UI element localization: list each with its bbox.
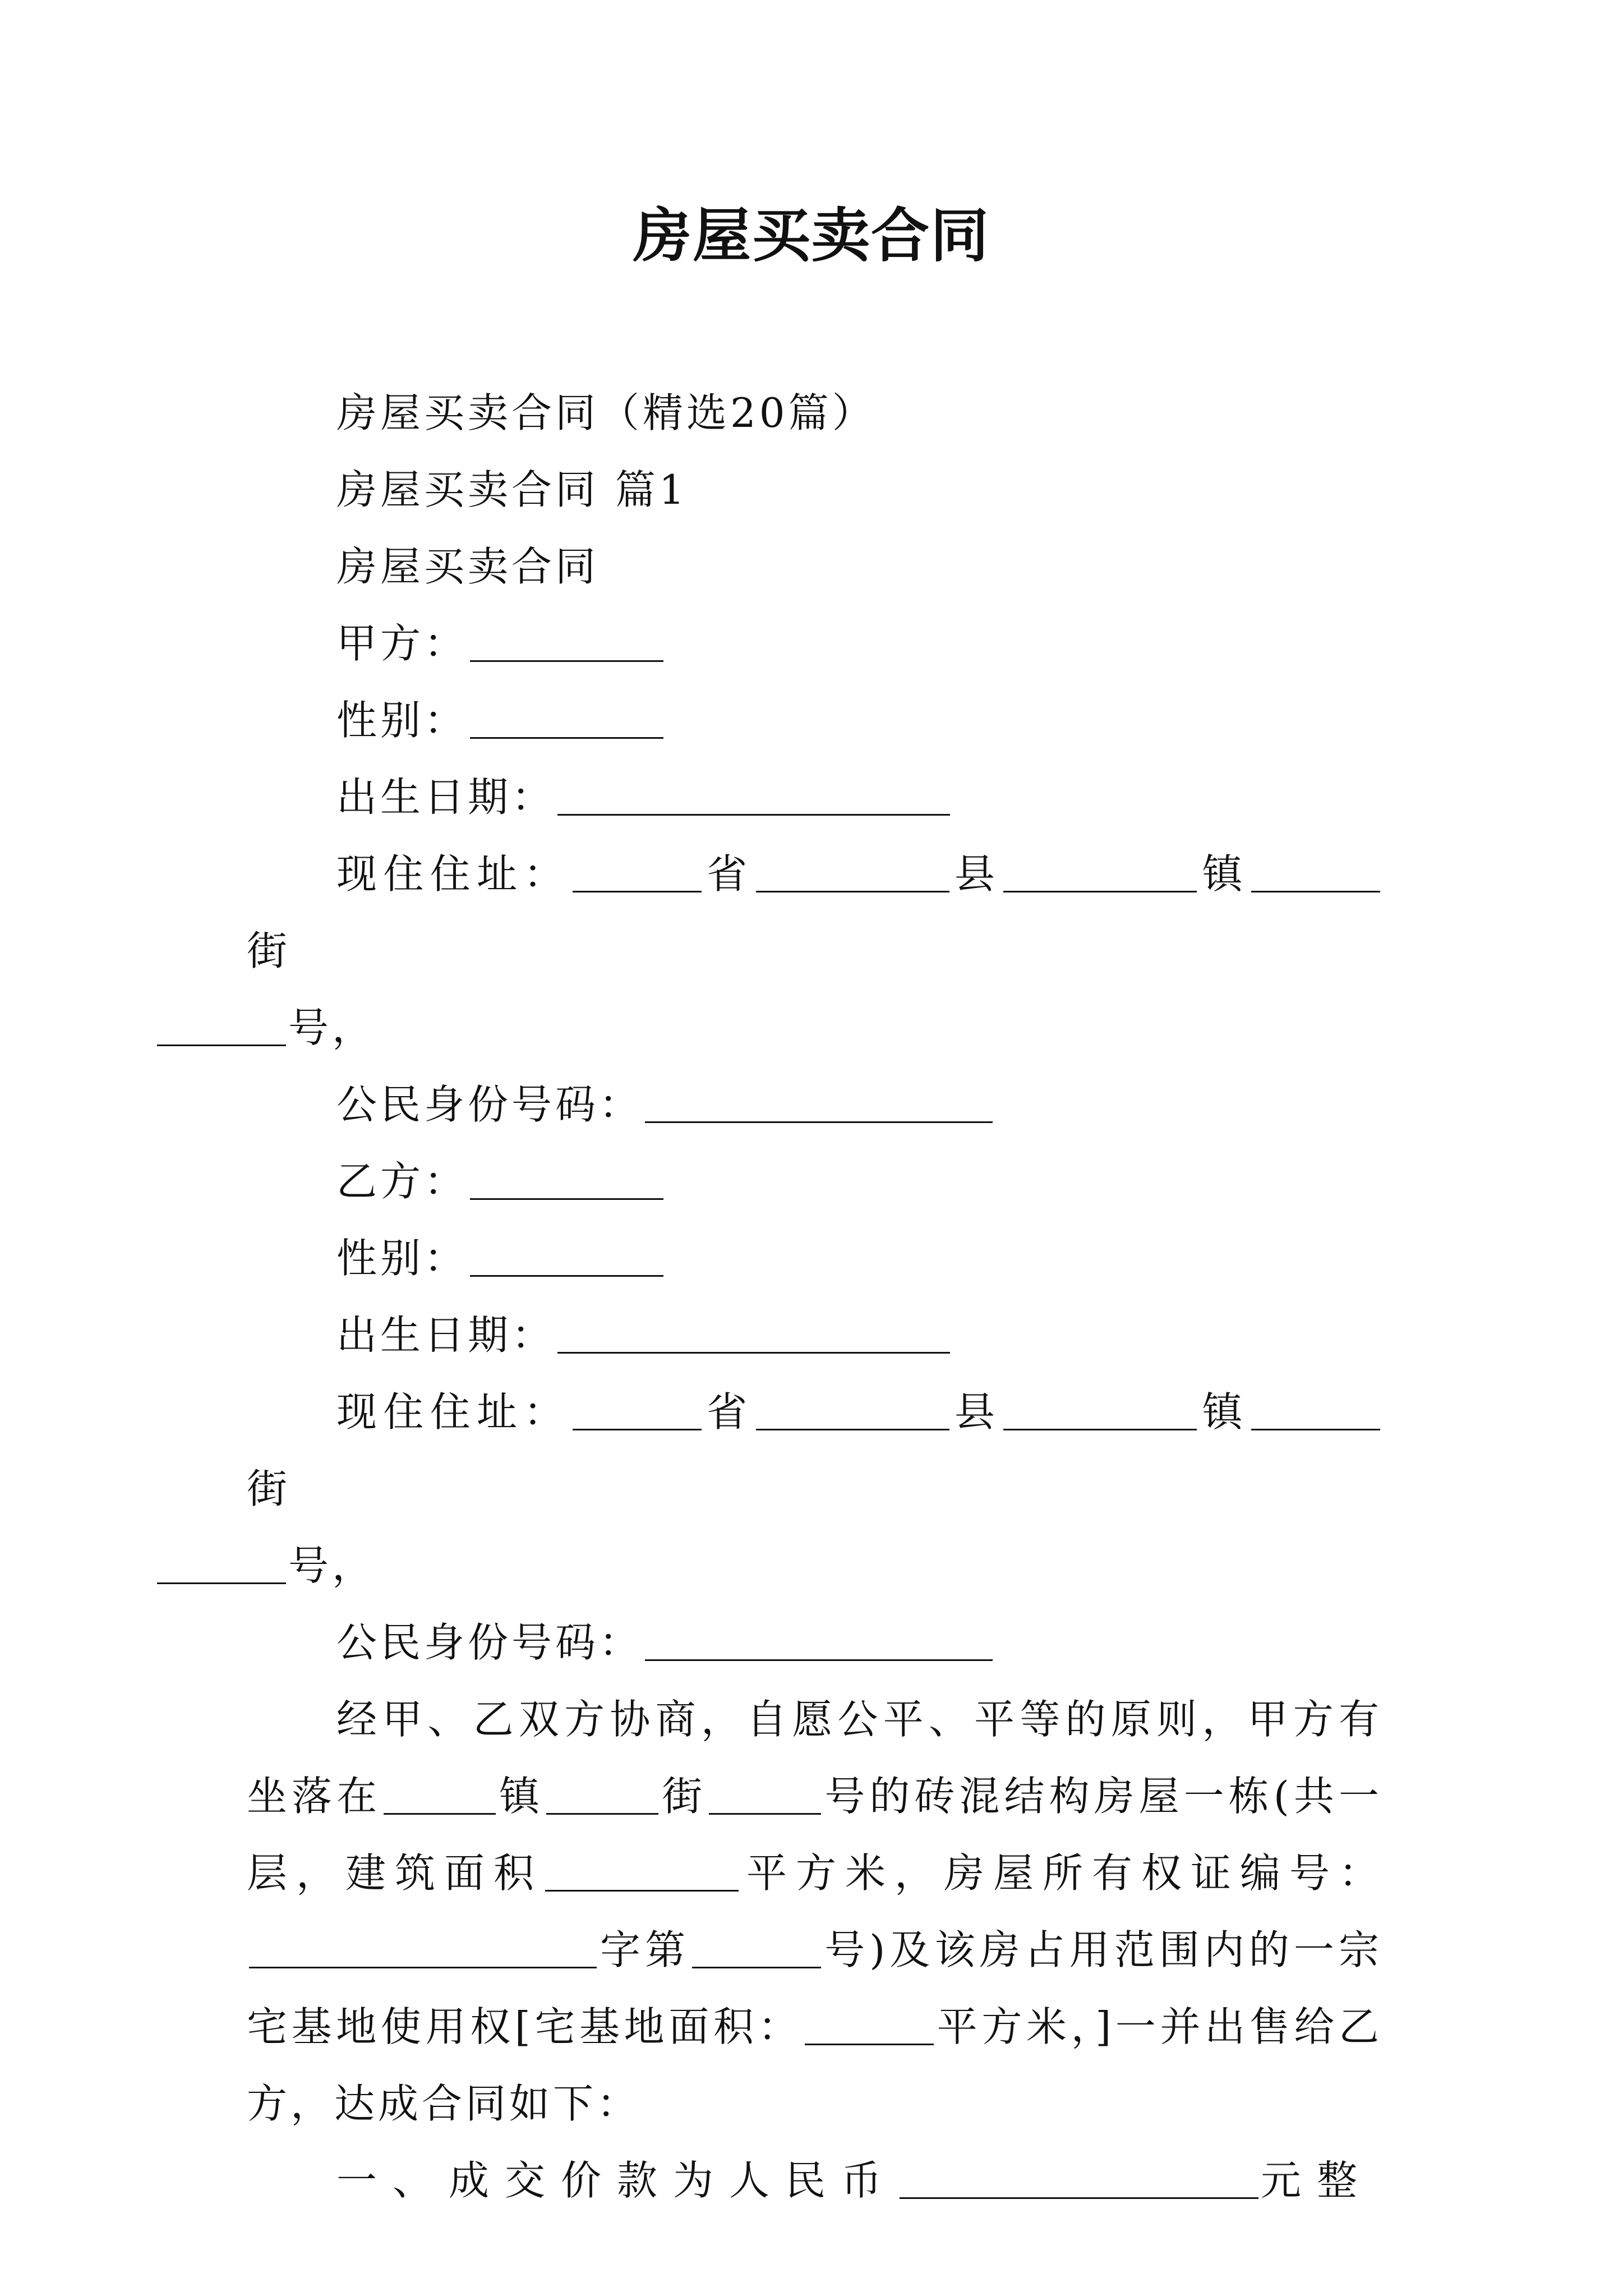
party-a-address-line <box>247 836 1382 1066</box>
party-b-line <box>247 1143 1382 1220</box>
gender-label: 性别： <box>336 1235 468 1282</box>
number-label: 号， <box>288 1542 376 1589</box>
province-label: 省 <box>703 850 754 898</box>
number-blank <box>157 1010 286 1046</box>
party-b-address-line <box>247 1374 1382 1604</box>
id-label: 公民身份号码： <box>336 1619 643 1666</box>
party-a-birth-line <box>247 759 1382 836</box>
street-label: 街 <box>247 1465 291 1512</box>
number-blank <box>157 1548 286 1584</box>
homestead-area-blank <box>805 2009 934 2045</box>
gender-blank <box>470 1240 663 1277</box>
province-blank <box>573 1394 702 1430</box>
party-a-gender-line <box>247 682 1382 759</box>
agreement-text-d: 字第 <box>599 1926 690 1973</box>
county-label: 县 <box>951 850 1002 898</box>
party-b-label: 乙方： <box>336 1158 468 1205</box>
location-number-blank <box>709 1778 821 1815</box>
party-b-gender-line <box>247 1220 1382 1297</box>
street-blank <box>1251 856 1380 892</box>
agreement-text-e: 号)及该房占用范围内的一宗宅基地使用权[宅基地面积： <box>247 1926 1382 2050</box>
party-a-line <box>247 605 1382 682</box>
county-blank <box>756 1394 949 1430</box>
street-label: 街 <box>247 927 291 974</box>
area-blank <box>545 1855 739 1892</box>
clause-one-text: 一、成交价款为人民币 <box>336 2157 898 2204</box>
agreement-street-label: 街 <box>661 1773 707 1820</box>
province-blank <box>573 856 702 892</box>
agreement-text-c: 平方米，房屋所有权证编号： <box>741 1849 1382 1897</box>
location-street-blank <box>546 1778 658 1815</box>
party-b-birth-line <box>247 1297 1382 1374</box>
town-blank <box>1003 856 1197 892</box>
gender-blank <box>470 702 663 739</box>
county-label: 县 <box>951 1388 1002 1435</box>
document-title: 房屋买卖合同 <box>633 201 990 270</box>
id-blank <box>645 1625 993 1661</box>
document-body <box>247 375 1382 2219</box>
agreement-text-a: 经甲、乙双方协商，自愿公平、平等的原则，甲方有坐落在 <box>247 1696 1382 1820</box>
address-label: 现住住址： <box>336 850 570 898</box>
street-blank <box>1251 1394 1380 1430</box>
clause-one <box>247 2142 1382 2219</box>
number-label: 号， <box>288 1004 376 1051</box>
town-label: 镇 <box>1199 850 1249 898</box>
clause-one-suffix: 元整 <box>1261 2157 1373 2204</box>
address-label: 现住住址： <box>336 1388 570 1435</box>
party-a-id-line <box>247 1066 1382 1143</box>
party-b-blank <box>470 1163 663 1200</box>
price-blank <box>900 2162 1258 2199</box>
birth-blank <box>557 779 950 816</box>
county-blank <box>756 856 949 892</box>
agreement-text-b: 号的砖混结构房屋一栋(共一层，建筑面积 <box>247 1773 1382 1897</box>
id-blank <box>645 1087 993 1123</box>
party-a-blank <box>470 625 663 662</box>
birth-blank <box>557 1317 950 1354</box>
province-label: 省 <box>703 1388 754 1435</box>
location-town-blank <box>384 1778 496 1815</box>
party-b-id-line <box>247 1604 1382 1681</box>
id-label: 公民身份号码： <box>336 1081 643 1128</box>
section-heading: 房屋买卖合同 篇1 <box>336 466 688 513</box>
town-blank <box>1003 1394 1197 1430</box>
birth-label: 出生日期： <box>336 1312 556 1359</box>
collection-heading: 房屋买卖合同（精选20篇） <box>336 389 876 436</box>
certificate-blank <box>249 1932 597 1968</box>
party-a-label: 甲方： <box>336 620 468 667</box>
gender-label: 性别： <box>336 697 468 744</box>
certificate-number-blank <box>692 1932 821 1968</box>
contract-heading: 房屋买卖合同 <box>336 543 600 590</box>
town-label: 镇 <box>1199 1388 1249 1435</box>
birth-label: 出生日期： <box>336 774 556 821</box>
agreement-town-label: 镇 <box>498 1773 545 1820</box>
agreement-text-f: 平方米，]一并出售给乙方，达成合同如下： <box>247 2003 1383 2127</box>
agreement-paragraph <box>247 1681 1382 2142</box>
